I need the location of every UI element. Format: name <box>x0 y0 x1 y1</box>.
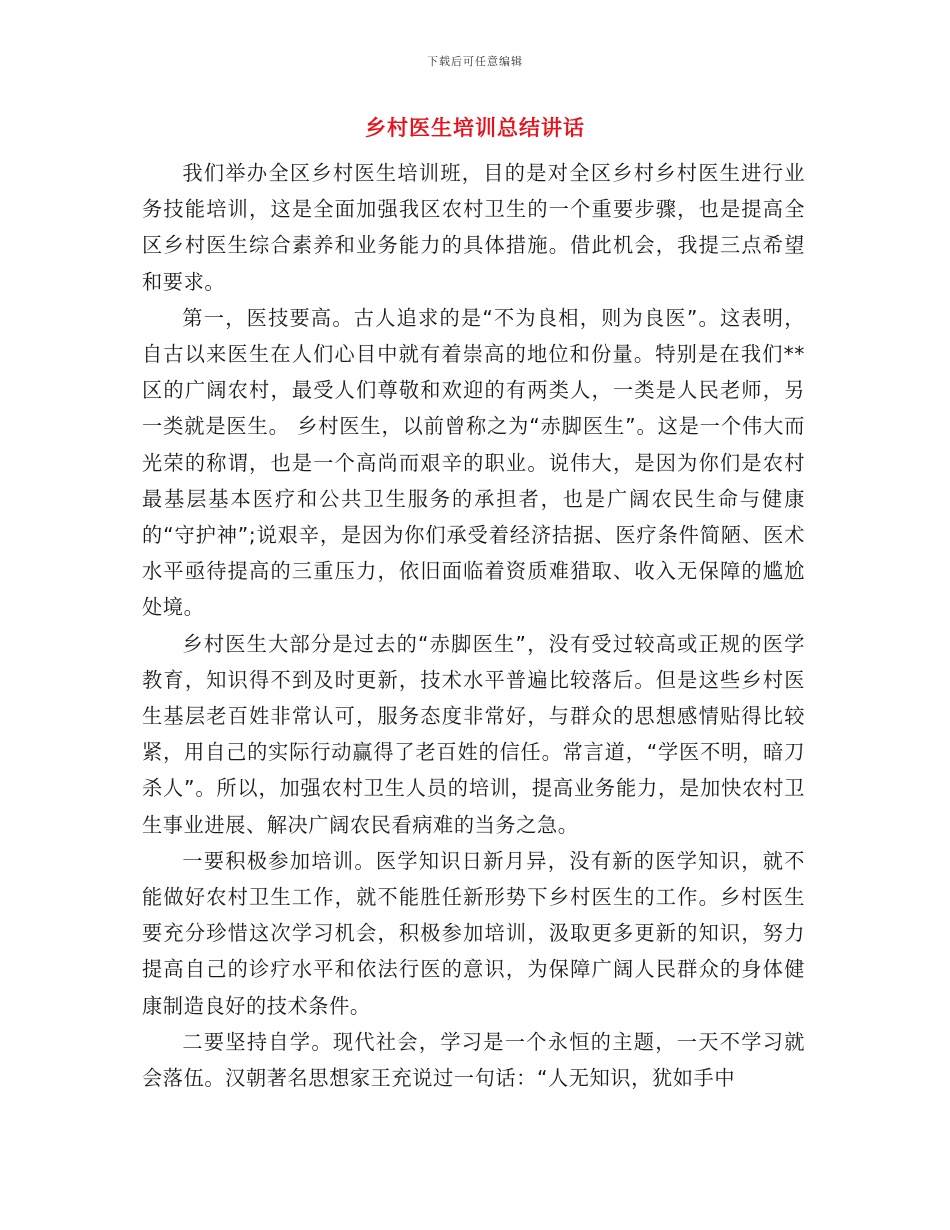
paragraph-1: 我们举办全区乡村医生培训班，目的是对全区乡村乡村医生进行业务技能培训，这是全面加强我区农村卫生的一个重要步骤，也是提高全区乡村医生综合素养和业务能力的具体措施。借此机会，我提三点希望和要求。 <box>142 161 805 294</box>
header-note: 下载后可任意编辑 <box>427 55 523 68</box>
paragraph-4: 一要积极参加培训。医学知识日新月异，没有新的医学知识，就不能做好农村卫生工作，就不能胜任新形势下乡村医生的工作。乡村医生要充分珍惜这次学习机会，积极参加培训，汲取更多更新的知识，努力提高自己的诊疗水平和依法行医的意识，为保障广阔人民群众的身体健康制造良好的技术条件。 <box>142 848 805 1018</box>
document-body <box>142 155 805 1096</box>
paragraph-5: 二要坚持自学。现代社会，学习是一个永恒的主题，一天不学习就会落伍。汉朝著名思想家王充说过一句话：“人无知识，犹如手中 <box>142 1029 805 1091</box>
document-title: 乡村医生培训总结讲话 <box>365 116 585 140</box>
paragraph-2: 第一，医技要高。古人追求的是“不为良相，则为良医”。这表明，自古以来医生在人们心目中就有着崇高的地位和份量。特别是在我们**区的广阔农村，最受人们尊敬和欢迎的有两类人，一类是人民老师，另一类就是医生。 乡村医生，以前曾称之为“赤脚医生”。这是一个伟大而光荣的称谓，也是一个高尚而艰辛的职业。说伟大，是因为你们是农村最基层基本医疗和公共卫生服务的承担者，也是广阔农民生命与健康的“守护神”;说艰辛，是因为你们承受着经济拮据、医疗条件简陋、医术水平亟待提高的三重压力，依旧面临着资质难猎取、收入无保障的尴尬处境。 <box>142 305 805 620</box>
paragraph-3: 乡村医生大部分是过去的“赤脚医生”，没有受过较高或正规的医学教育，知识得不到及时更新，技术水平普遍比较落后。但是这些乡村医生基层老百姓非常认可，服务态度非常好，与群众的思想感情贴得比较紧，用自己的实际行动赢得了老百姓的信任。常言道，“学医不明，暗刀杀人”。所以，加强农村卫生人员的培训，提高业务能力，是加快农村卫生事业进展、解决广阔农民看病难的当务之急。 <box>142 631 805 837</box>
